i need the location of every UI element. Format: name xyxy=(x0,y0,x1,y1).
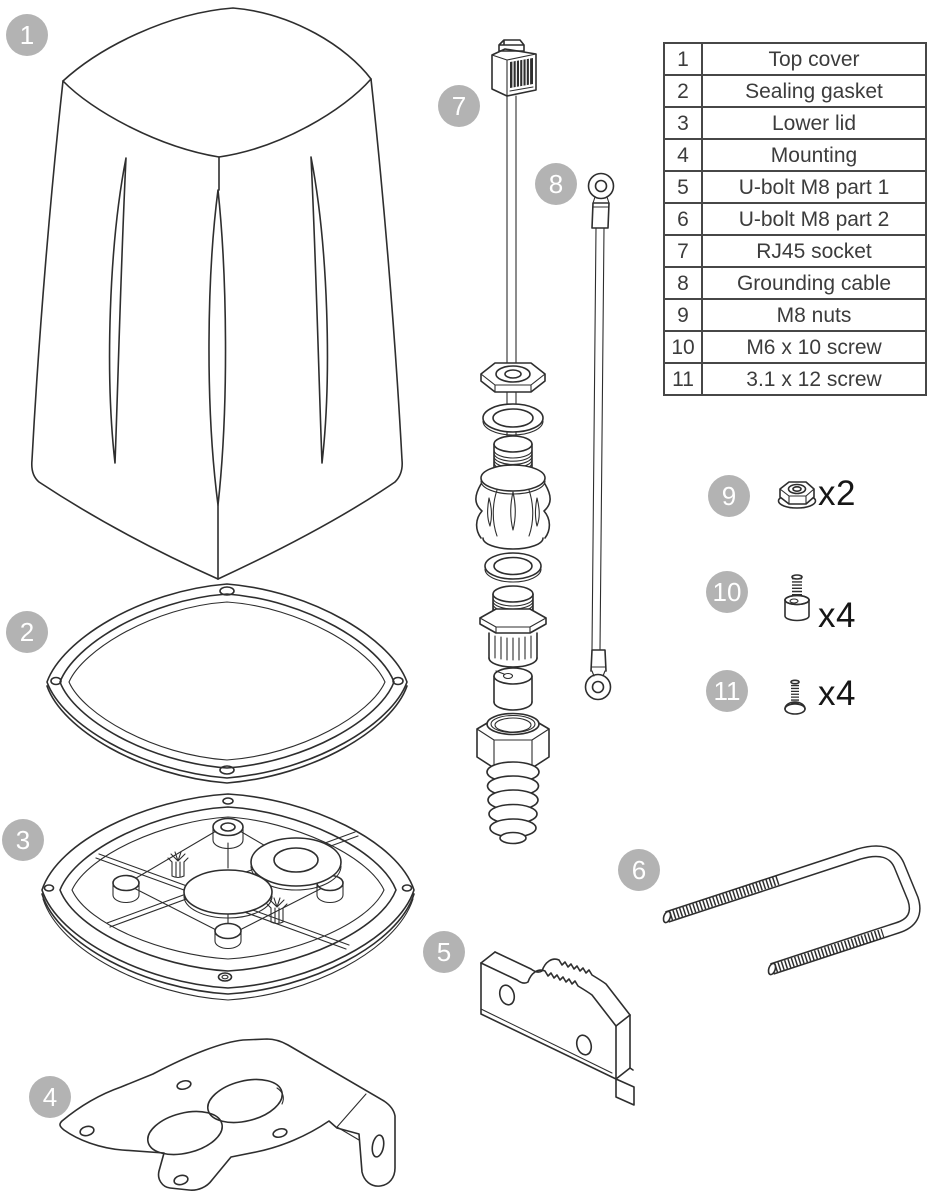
gland-washer-lower xyxy=(485,553,541,582)
part-badge-8: 8 xyxy=(535,163,577,205)
part-name-cell: M8 nuts xyxy=(702,299,926,331)
part-badge-10: 10 xyxy=(706,571,748,613)
part-number-cell: 7 xyxy=(664,235,702,267)
part-number-cell: 4 xyxy=(664,139,702,171)
part-number-cell: 9 xyxy=(664,299,702,331)
part-badge-5: 5 xyxy=(423,931,465,973)
socket-screw-icon xyxy=(785,575,809,621)
part-number-cell: 2 xyxy=(664,75,702,107)
table-row xyxy=(664,43,926,75)
mounting-bracket-drawing xyxy=(60,1039,395,1190)
flange-nut-icon xyxy=(779,482,816,508)
part-number-cell: 10 xyxy=(664,331,702,363)
gland-washer-upper xyxy=(483,404,543,435)
pan-screw-icon xyxy=(785,680,805,714)
part-name-cell: Sealing gasket xyxy=(702,75,926,107)
table-row xyxy=(664,139,926,171)
part-badge-7: 7 xyxy=(438,85,480,127)
table-row xyxy=(664,363,926,395)
part-number-cell: 8 xyxy=(664,267,702,299)
rj45-cable-drawing xyxy=(476,40,550,844)
table-row xyxy=(664,171,926,203)
part-badge-4: 4 xyxy=(29,1076,71,1118)
grounding-cable-drawing xyxy=(586,174,614,700)
part-number-cell: 5 xyxy=(664,171,702,203)
qty-label-m6-screws: x4 xyxy=(818,596,856,635)
table-row xyxy=(664,267,926,299)
part-number-cell: 1 xyxy=(664,43,702,75)
qty-label-small-screws: x4 xyxy=(818,674,856,713)
table-row xyxy=(664,235,926,267)
part-name-cell: Lower lid xyxy=(702,107,926,139)
qty-label-m8-nuts: x2 xyxy=(818,474,856,513)
ubolt-drawing xyxy=(662,851,914,975)
part-name-cell: U-bolt M8 part 2 xyxy=(702,203,926,235)
part-badge-9: 9 xyxy=(708,475,750,517)
table-row xyxy=(664,299,926,331)
table-row xyxy=(664,331,926,363)
part-badge-2: 2 xyxy=(6,611,48,653)
part-name-cell: U-bolt M8 part 1 xyxy=(702,171,926,203)
rj45-plug xyxy=(492,40,536,96)
part-badge-11: 11 xyxy=(706,670,748,712)
part-name-cell: Mounting xyxy=(702,139,926,171)
gland-grommet xyxy=(494,668,532,710)
part-badge-3: 3 xyxy=(2,819,44,861)
top-cover-drawing xyxy=(32,8,402,579)
part-number-cell: 6 xyxy=(664,203,702,235)
lower-lid-drawing xyxy=(42,794,414,1000)
part-name-cell: 3.1 x 12 screw xyxy=(702,363,926,395)
parts-table xyxy=(663,42,927,396)
table-row xyxy=(664,203,926,235)
part-name-cell: Top cover xyxy=(702,43,926,75)
part-number-cell: 11 xyxy=(664,363,702,395)
ubolt-clamp-drawing xyxy=(481,952,634,1105)
gland-insert xyxy=(480,586,546,667)
cable-gland-locknut xyxy=(481,363,545,392)
part-name-cell: M6 x 10 screw xyxy=(702,331,926,363)
part-badge-6: 6 xyxy=(618,849,660,891)
gland-bottom-fitting xyxy=(477,714,549,844)
part-name-cell: RJ45 socket xyxy=(702,235,926,267)
part-badge-1: 1 xyxy=(6,14,48,56)
part-number-cell: 3 xyxy=(664,107,702,139)
table-row xyxy=(664,107,926,139)
table-row xyxy=(664,75,926,107)
gland-body xyxy=(476,465,550,549)
sealing-gasket-drawing xyxy=(47,584,407,783)
part-name-cell: Grounding cable xyxy=(702,267,926,299)
